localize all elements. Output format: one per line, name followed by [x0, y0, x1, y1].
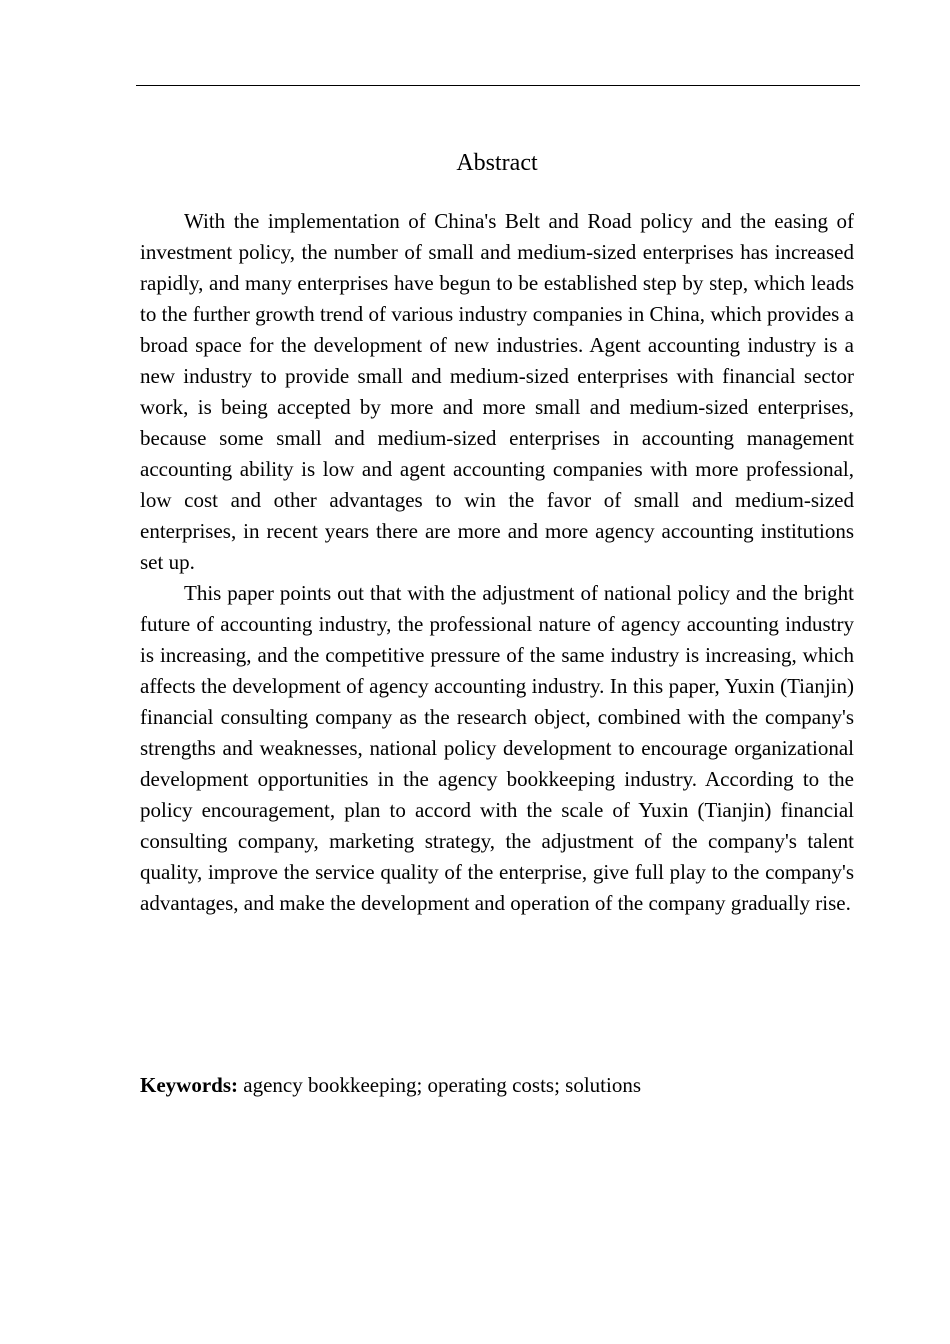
keywords-line: [140, 1070, 854, 1101]
header-rule: [136, 85, 860, 86]
abstract-paragraph-2: This paper points out that with the adjustment of national policy and the bright future of accounting industry, the professional nature of agency accounting industry is increasing, and the competitive pressure of the same industry is increasing, which affects the development of agency accounting industry. In this paper, Yuxin (Tianjin) financial consulting company as the research object, combined with the company's strengths and weaknesses, national policy development to encourage organizational development opportunities in the agency bookkeeping industry. According to the policy encouragement, plan to accord with the scale of Yuxin (Tianjin) financial consulting company, marketing strategy, the adjustment of the company's talent quality, improve the service quality of the enterprise, give full play to the company's advantages, and make the development and operation of the company gradually rise.: [140, 581, 854, 915]
abstract-title: Abstract: [456, 150, 538, 176]
abstract-paragraph-1: With the implementation of China's Belt and Road policy and the easing of investment policy, the number of small and medium-sized enterprises has increased rapidly, and many enterprises have begun to be established step by step, which leads to the further growth trend of various industry companies in China, which provides a broad space for the development of new industries. Agent accounting industry is a new industry to provide small and medium-sized enterprises with financial sector work, is being accepted by more and more small and medium-sized enterprises, because some small and medium-sized enterprises in accounting management accounting ability is low and agent accounting companies with more professional, low cost and other advantages to win the favor of small and medium-sized enterprises, in recent years there are more and more agency accounting institutions set up.: [140, 209, 854, 574]
keywords-value: agency bookkeeping; operating costs; solutions: [243, 1073, 642, 1097]
keywords-label: Keywords:: [140, 1073, 238, 1097]
abstract-body: [140, 206, 854, 919]
